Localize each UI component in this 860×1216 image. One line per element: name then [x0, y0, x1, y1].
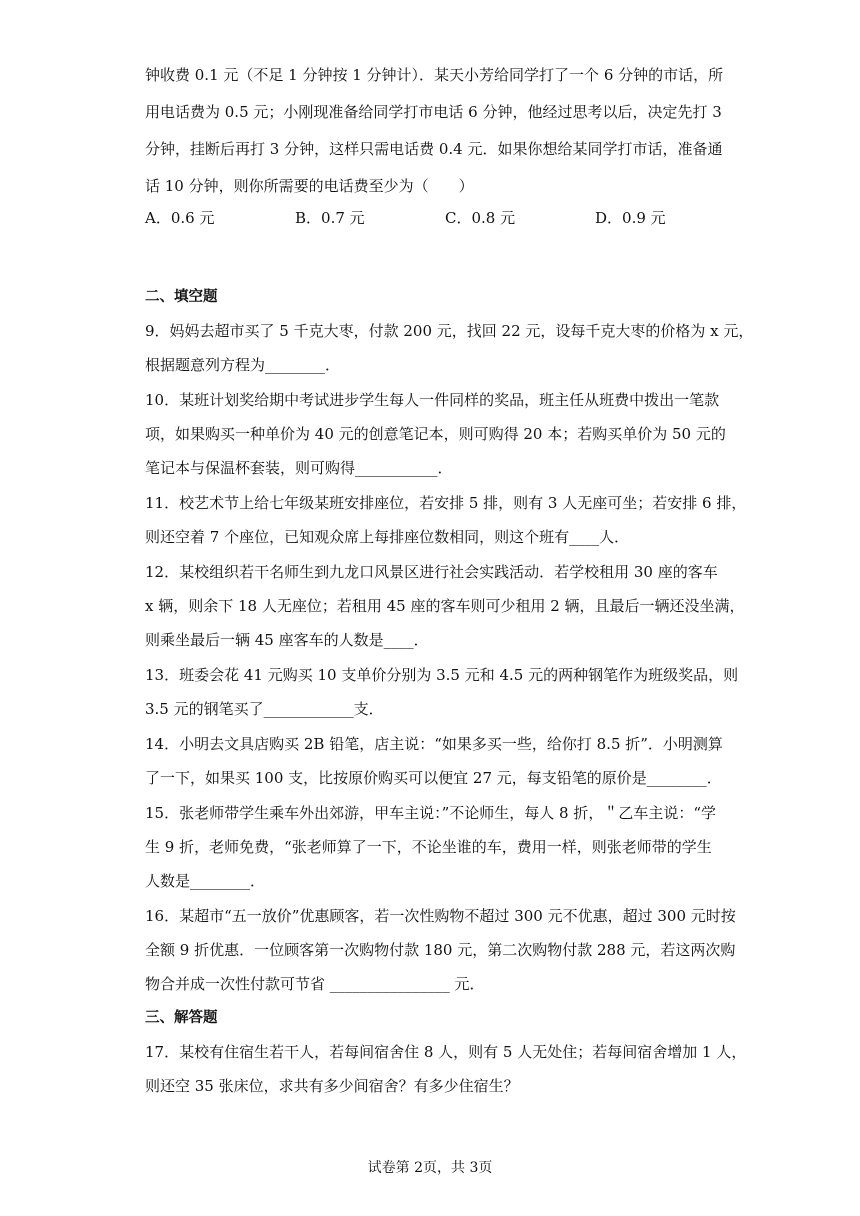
q10-line-1: 10．某班计划奖给期中考试进步学生每人一件同样的奖品，班主任从班费中拨出一笔款: [145, 391, 720, 409]
q8-choice-b: B．0.7 元: [295, 209, 365, 227]
q13-line-2: 3.5 元的钢笔买了____________支．: [145, 700, 384, 718]
q8-choice-a: A．0.6 元: [145, 209, 215, 227]
q16-line-1: 16．某超市“五一放价”优惠顾客，若一次性购物不超过 300 元不优惠，超过 300 元时按: [145, 907, 736, 925]
q12-line-3: 则乘坐最后一辆 45 座客车的人数是____．: [145, 631, 429, 649]
q8-line-2: 用电话费为 0.5 元；小刚现准备给同学打市电话 6 分钟，他经过思考以后，决定先打 3: [145, 103, 722, 121]
q17-line-1: 17．某校有住宿生若干人，若每间宿舍住 8 人，则有 5 人无处住；若每间宿舍增加 1 人，: [145, 1043, 747, 1061]
section-title-solve: 三、解答题: [145, 1010, 218, 1026]
page-footer: 试卷第 2页，共 3页: [367, 1160, 493, 1176]
q8-line-1: 钟收费 0.1 元（不足 1 分钟按 1 分钟计）．某天小芳给同学打了一个 6 分钟的市话，所: [145, 66, 724, 84]
q12-line-2: x 辆，则余下 18 人无座位；若租用 45 座的客车则可少租用 2 辆，且最后一辆还没坐满，: [145, 597, 745, 615]
q9-line-1: 9．妈妈去超市买了 5 千克大枣，付款 200 元，找回 22 元，设每千克大枣的价格为 x 元，: [145, 322, 754, 340]
q14-line-2: 了一下，如果买 100 支，比按原价购买可以便宜 27 元，每支铅笔的原价是________．: [145, 769, 722, 787]
q10-line-2: 项，如果购买一种单价为 40 元的创意笔记本，则可购得 20 本；若购买单价为 50 元的: [145, 425, 726, 443]
q9-line-2: 根据题意列方程为________．: [145, 356, 341, 374]
q15-line-2: 生 9 折，老师免费，“张老师算了一下，不论坐谁的车，费用一样，则张老师带的学生: [145, 838, 712, 856]
q11-line-2: 则还空着 7 个座位，已知观众席上每排座位数相同，则这个班有____人．: [145, 528, 630, 546]
q15-line-3: 人数是________．: [145, 872, 266, 890]
q11-line-1: 11．校艺术节上给七年级某班安排座位，若安排 5 排，则有 3 人无座可坐；若安排 6 排，: [145, 494, 747, 512]
q8-line-3: 分钟，挂断后再打 3 分钟，这样只需电话费 0.4 元．如果你想给某同学打市话，准备通: [145, 140, 723, 158]
q8-line-4: 话 10 分钟，则你所需要的电话费至少为（ ）: [145, 177, 474, 195]
q8-choice-d: D．0.9 元: [595, 209, 666, 227]
q15-line-1: 15．张老师带学生乘车外出郊游，甲车主说：”不论师生，每人 8 折，＂乙车主说：“学: [145, 804, 717, 822]
q8-choice-c: C．0.8 元: [445, 209, 516, 227]
q17-line-2: 则还空 35 张床位，求共有多少间宿舍？有多少住宿生？: [145, 1077, 519, 1095]
q12-line-1: 12．某校组织若干名师生到九龙口风景区进行社会实践活动．若学校租用 30 座的客车: [145, 563, 718, 581]
q16-line-2: 全额 9 折优惠．一位顾客第一次购物付款 180 元，第二次购物付款 288 元，若这两次购: [145, 941, 736, 959]
section-title-fill-blank: 二、填空题: [145, 289, 218, 305]
q14-line-1: 14．小明去文具店购买 2B 铅笔，店主说：“如果多买一些，给你打 8.5 折”．小明测算: [145, 735, 723, 753]
q10-line-3: 笔记本与保温杯套装，则可购得___________．: [145, 459, 453, 477]
q16-line-3: 物合并成一次性付款可节省 ________________ 元．: [145, 975, 485, 993]
q13-line-1: 13．班委会花 41 元购买 10 支单价分别为 3.5 元和 4.5 元的两种钢笔作为班级奖品，则: [145, 666, 739, 684]
